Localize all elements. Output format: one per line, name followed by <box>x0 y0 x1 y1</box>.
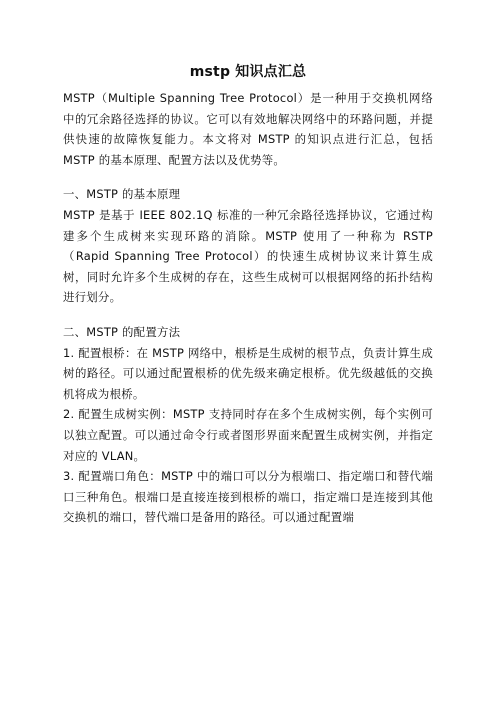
spacer <box>63 170 433 184</box>
principles-paragraph: MSTP 是基于 IEEE 802.1Q 标准的一种冗余路径选择协议，它通过构建多个生成树来实现环路的消除。MSTP 使用了一种称为 RSTP（Rapid Spanning Tree Protocol）的快速生成树协议来计算生成树，同时允许多个生成树的存在，这些生成树可以根据网络的拓扑结构进行划分。 <box>63 207 433 305</box>
section-heading-principles: 一、MSTP 的基本原理 <box>63 187 181 202</box>
section-heading-configuration: 二、MSTP 的配置方法 <box>63 324 181 339</box>
spacer <box>63 308 433 322</box>
intro-paragraph: MSTP（Multiple Spanning Tree Protocol）是一种用于交换机网络中的冗余路径选择的协议。它可以有效地解决网络中的环路问题，并提供快速的故障恢复能力。本文将对 MSTP 的知识点进行汇总，包括 MSTP 的基本原理、配置方法以及优势等。 <box>63 91 433 167</box>
list-item: 2. 配置生成树实例：MSTP 支持同时存在多个生成树实例，每个实例可以独立配置。可以通过命令行或者图形界面来配置生成树实例，并指定对应的 VLAN。 <box>63 407 433 463</box>
list-item: 3. 配置端口角色：MSTP 中的端口可以分为根端口、指定端口和替代端口三种角色。根端口是直接连接到根桥的端口，指定端口是连接到其他交换机的端口，替代端口是备用的路径。可以通过配置端 <box>63 469 433 525</box>
list-item: 1. 配置根桥：在 MSTP 网络中，根桥是生成树的根节点，负责计算生成树的路径。可以通过配置根桥的优先级来确定根桥。优先级越低的交换机将成为根桥。 <box>63 345 433 401</box>
document-title: mstp 知识点汇总 <box>189 64 307 80</box>
document-content <box>63 62 433 528</box>
